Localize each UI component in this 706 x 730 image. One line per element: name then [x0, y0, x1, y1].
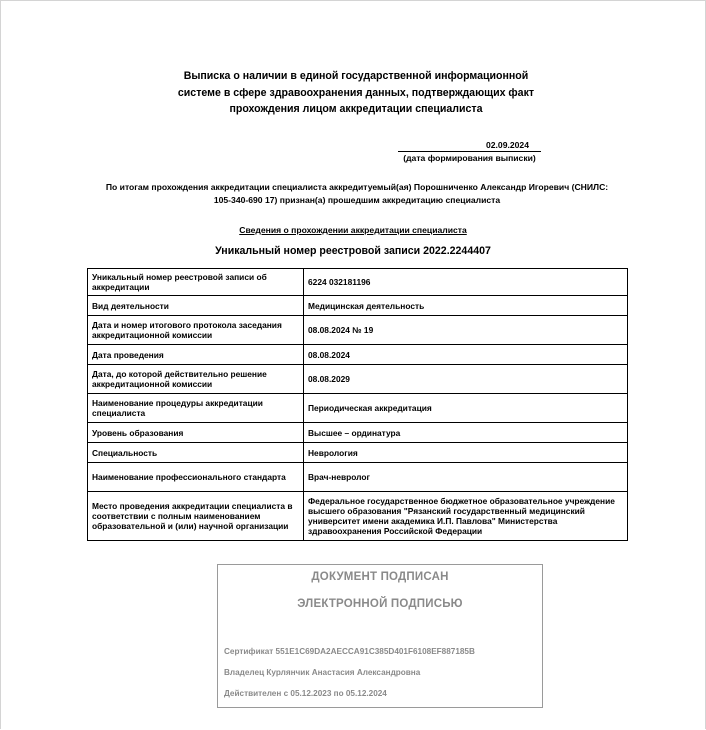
title-line: прохождения лицом аккредитации специалиста	[229, 103, 483, 115]
row-label: Уровень образования	[88, 423, 304, 443]
table-row	[88, 316, 628, 345]
row-value: Периодическая аккредитация	[304, 394, 628, 423]
electronic-signature-stamp	[217, 564, 543, 708]
row-value: Федеральное государственное бюджетное образовательное учреждение высшего образования "Рязанский государственный медицинский университет имени академика И.П. Павлова" Министерства здравоохранения Российской Федерации	[304, 492, 628, 541]
table-row	[88, 394, 628, 423]
table-row	[88, 365, 628, 394]
title-line: системе в сфере здравоохранения данных, подтверждающих факт	[177, 86, 535, 99]
row-label: Дата проведения	[88, 345, 304, 365]
formation-date: 02.09.2024	[398, 140, 541, 152]
stamp-validity: Действителен с 05.12.2023 по 05.12.2024	[224, 689, 387, 698]
title-line: Выписка о наличии в единой государственной информационной	[183, 70, 529, 82]
accreditation-table	[87, 268, 628, 541]
intro-line: 105-340-690 17) признан(а) прошедшим аккредитацию специалиста	[213, 194, 501, 205]
row-label: Наименование профессионального стандарта	[88, 463, 304, 492]
row-value: 08.08.2029	[304, 365, 628, 394]
row-label: Дата, до которой действительно решение аккредитационной комиссии	[88, 365, 304, 394]
stamp-heading-signed: ДОКУМЕНТ ПОДПИСАН	[311, 571, 449, 583]
formation-date-block	[398, 140, 541, 164]
row-label: Вид деятельности	[88, 296, 304, 316]
row-value: Неврология	[304, 443, 628, 463]
stamp-heading-electronic: ЭЛЕКТРОННОЙ ПОДПИСЬЮ	[297, 598, 463, 610]
row-value: Медицинская деятельность	[304, 296, 628, 316]
row-label: Дата и номер итогового протокола заседания аккредитационной комиссии	[88, 316, 304, 345]
stamp-owner: Владелец Курлянчик Анастасия Александровна	[224, 668, 421, 677]
table-row	[88, 463, 628, 492]
formation-date-caption: (дата формирования выписки)	[403, 153, 536, 163]
table-row	[88, 269, 628, 296]
stamp-certificate: Сертификат 551E1C69DA2AECCA91C385D401F6108EF887185B	[224, 647, 475, 656]
section-heading: Сведения о прохождении аккредитации специалиста	[239, 225, 467, 235]
intro-line: По итогам прохождения аккредитации специалиста аккредитуемый(ая) Порошниченко Александр Игоревич (СНИЛС:	[105, 182, 609, 192]
row-value: 08.08.2024 № 19	[304, 316, 628, 345]
row-value: Врач-невролог	[304, 463, 628, 492]
intro-paragraph	[60, 181, 654, 206]
registry-number: Уникальный номер реестровой записи 2022.2244407	[215, 245, 491, 257]
document-title	[140, 68, 572, 118]
row-value: Высшее – ординатура	[304, 423, 628, 443]
table-row	[88, 492, 628, 541]
row-label: Наименование процедуры аккредитации специалиста	[88, 394, 304, 423]
table-row	[88, 296, 628, 316]
row-label: Специальность	[88, 443, 304, 463]
row-label: Место проведения аккредитации специалиста в соответствии с полным наименованием образовательной и (или) научной организации	[88, 492, 304, 541]
row-value: 6224 032181196	[304, 269, 628, 296]
table-row	[88, 345, 628, 365]
row-label: Уникальный номер реестровой записи об аккредитации	[88, 269, 304, 296]
table-row	[88, 423, 628, 443]
table-row	[88, 443, 628, 463]
row-value: 08.08.2024	[304, 345, 628, 365]
